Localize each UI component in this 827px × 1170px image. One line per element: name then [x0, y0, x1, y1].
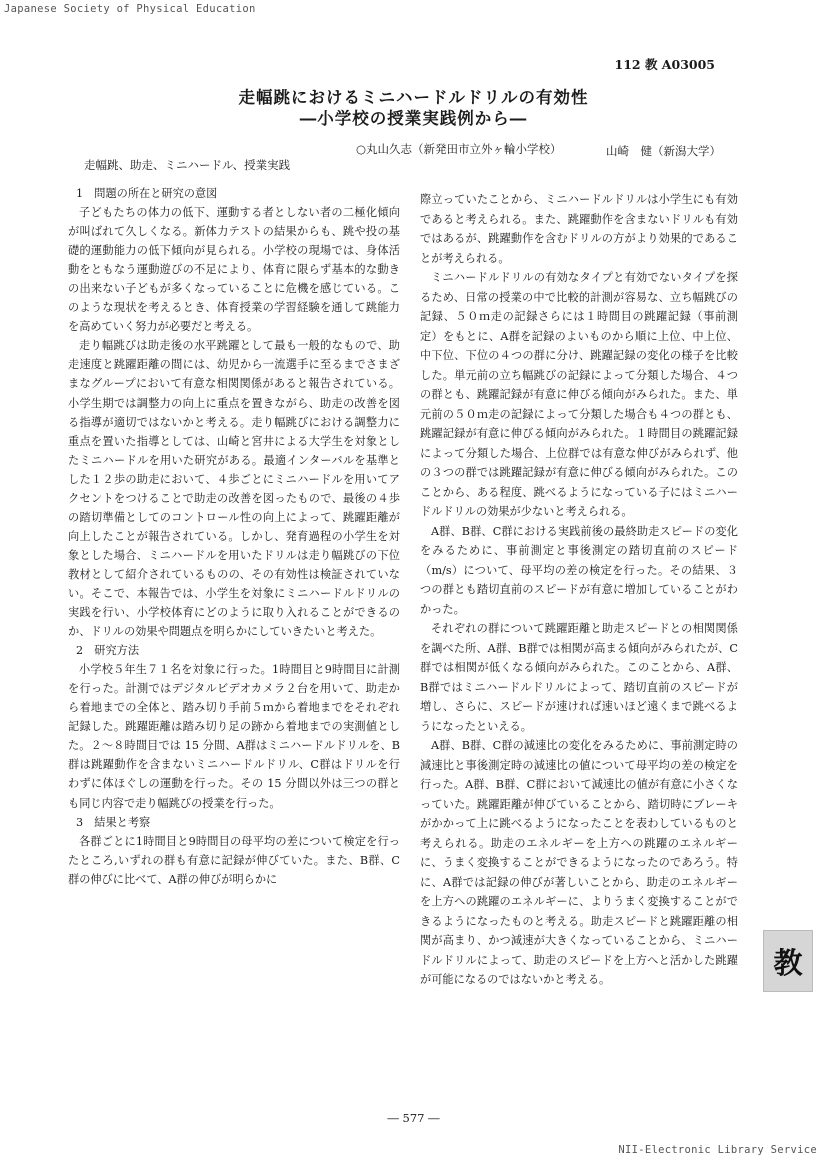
paragraph: 小学校５年生７１名を対象に行った。1時間目と9時間目に計測を行った。計測ではデジタルビデオカメラ２台を用いて、助走から着地までの全体と、踏み切り手前５ｍから着地までをそれぞれ記録した。跳躍距離は踏み切り足の跡から着地までの実測値とした。２～８時間目では 15 分間、A群はミニハードルドリルを、B群は跳躍動作を含まないミニハードルドリル、C群はドリルを行わずに体ほぐしの運動を行った。その 15 分間以外は三つの群とも同じ内容で走り幅跳びの授業を行った。 [68, 663, 400, 810]
section-heading: 3 結果と考察 [76, 815, 151, 829]
page-number: ― 577 ― [387, 1111, 440, 1125]
author-secondary: 山崎 健（新潟大学） [606, 144, 721, 158]
paper-title: 走幅跳におけるミニハードルドリルの有効性 [238, 88, 589, 107]
paper-subtitle: ―小学校の授業実践例から― [299, 109, 528, 128]
paragraph: A群、B群、C群における実践前後の最終助走スピードの変化をみるために、事前測定と事後測定の踏切直前のスピード（m/s）について、母平均の差の検定を行った。その結果、３つの群とも踏切直前のスピードが有意に増加していることがわかった。 [420, 524, 738, 616]
keywords: 走幅跳、助走、ミニハードル、授業実践 [84, 158, 291, 172]
right-column [420, 190, 738, 990]
paragraph-continued: 際立っていたことから、ミニハードルドリルは小学生にも有効であると考えられる。また、跳躍動作を含まないドリルも有効ではあるが、跳躍動作を含むドリルの方がより効果的であることが考えられる。 [420, 193, 738, 265]
paragraph: 子どもたちの体力の低下、運動する者としない者の二極化傾向が叫ばれて久しくなる。新体力テストの結果からも、跳や投の基礎的運動能力の低下傾向が見られる。小学校の現場では、身体活動をともなう運動遊びの不足により、体育に限らず基本的な動きの出来ない子どもが多くなっていることに危機を感じている。このような現状を考えるとき、体育授業の学習経験を通して跳能力を高めていく努力が必要だと考える。 [68, 206, 400, 334]
left-column [68, 184, 400, 889]
library-footer: NII-Electronic Library Service [618, 1144, 817, 1156]
paragraph: 各群ごとに1時間目と9時間目の母平均の差について検定を行ったところ,いずれの群も有意に記録が伸びていた。また、B群、C群の伸びに比べて、A群の伸びが明らかに [68, 834, 400, 886]
paragraph: 走り幅跳びは助走後の水平跳躍として最も一般的なもので、助走速度と跳躍距離の間には、幼児から一流選手に至るまでさまざまなグループにおいて有意な相関関係があると報告されている。小学生期では調整力の向上に重点を置きながら、助走の改善を図る指導が適切ではないかと考える。走り幅跳びにおける調整力に重点を置いた指導としては、山崎と宮井による大学生を対象としたミニハードルを用いた研究がある。最適インターバルを基準とした１２歩の助走において、４歩ごとにミニハードルを用いてアクセントをつけることで助走の改善を図ったもので、最後の４歩の踏切準備としてのコントロール性の向上によって、跳躍距離が向上したことが報告されている。しかし、発育過程の小学生を対象とした場合、ミニハードルを用いたドリルは走り幅跳びの下位教材として紹介されているものの、その有効性は検証されていない。そこで、本報告では、小学生を対象にミニハードルドリルの実践を行い、小学校体育にどのように取り入れることができるのか、ドリルの効果や問題点を明らかにしていきたいと考えた。 [68, 339, 400, 639]
paragraph: それぞれの群について跳躍距離と助走スピードとの相関関係を調べた所、A群、B群では相関が高まる傾向がみられたが、C群では相関が低くなる傾向がみられた。このことから、A群、B群ではミニハードルドリルによって、踏切直前のスピードが増し、さらに、スピードが速ければ速いほど遠くまで跳べるようになったといえる。 [420, 622, 738, 733]
paragraph: ミニハードルドリルの有効なタイプと有効でないタイプを探るため、日常の授業の中で比較的計測が容易な、立ち幅跳びの記録、５０ｍ走の記録さらには１時間目の跳躍記録（事前測定）をもとに、A群を記録のよいものから順に上位、中上位、中下位、下位の４つの群に分け、跳躍記録の変化の様子を比較した。単元前の立ち幅跳びの記録によって分類した場合、４つの群とも、跳躍記録が有意に伸びる傾向がみられた。また、単元前の５０ｍ走の記録によって分類した場合も４つの群とも、跳躍記録が有意に伸びる傾向がみられた。１時間目の跳躍記録によって分類した場合、上位群では有意な伸びがみられず、他の３つの群では跳躍記録が有意に伸びる傾向がみられた。このことから、ある程度、跳べるようになっている子にはミニハードルドリルの効果が少ないと考えられる。 [420, 271, 738, 518]
author-primary: ○丸山久志（新発田市立外ヶ輪小学校） [356, 142, 562, 156]
category-badge: 教 [763, 930, 813, 992]
paragraph: A群、B群、C群の減速比の変化をみるために、事前測定時の減速比と事後測定時の減速比の値について母平均の差の検定を行った。A群、B群、C群において減速比の値が有意に小さくなっていた。跳躍距離が伸びていることから、踏切時にブレーキがかかって上に跳べるようになったことを表わしているものと考えられる。助走のエネルギーを上方への跳躍のエネルギーに、うまく変換することができるようになったのであろう。特に、A群では記録の伸びが著しいことから、助走のエネルギーを上方への跳躍のエネルギーに、よりうまく変換することができるようになったものと考える。助走スピードと跳躍距離の相関が高まり、かつ減速が大きくなっていることから、ミニハードルドリルによって、助走のスピードを上方へと活かした跳躍が可能になるのではないかと考える。 [420, 739, 738, 986]
section-heading: 2 研究方法 [76, 644, 140, 658]
paper-code: 112 教 A03005 [614, 57, 715, 72]
section-heading: 1 問題の所在と研究の意図 [76, 187, 218, 200]
society-header: Japanese Society of Physical Education [4, 3, 256, 15]
